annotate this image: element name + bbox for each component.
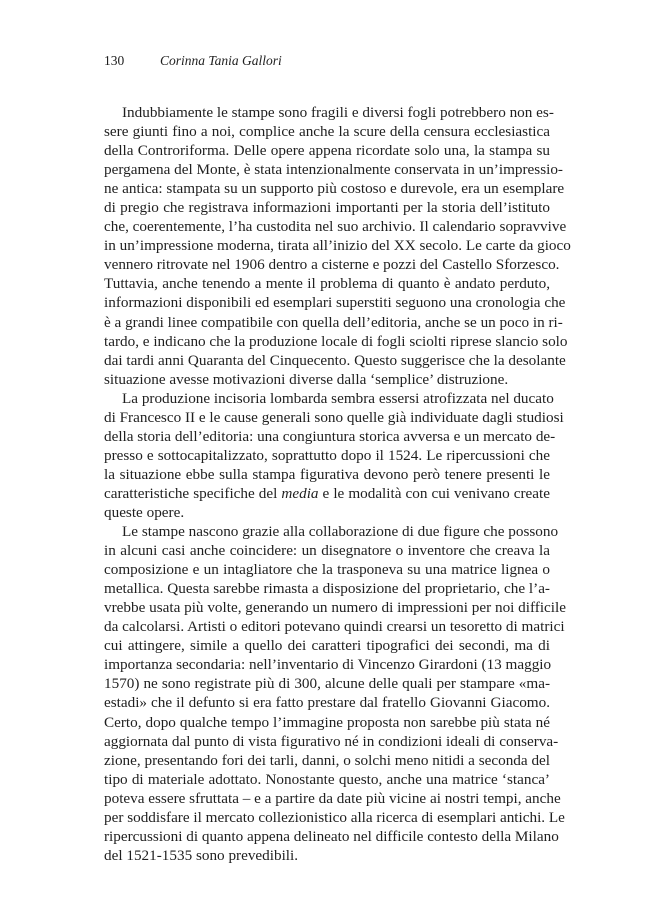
text-line: Indubbiamente le stampe sono fragili e diversi fogli potrebbero non es- [122, 104, 554, 121]
text-line: è a grandi linee compatibile con quella dell’editoria, anche se un poco in ri- [104, 313, 563, 331]
text-line: poteva essere sfruttata – e a partire da date più vicine ai nostri tempi, anche [104, 789, 561, 807]
text-line: Certo, dopo qualche tempo l’immagine proposta non sarebbe più stata né [104, 713, 550, 731]
text-line: del 1521-1535 sono prevedibili. [104, 846, 299, 864]
paragraph [104, 389, 564, 522]
paragraph [104, 103, 571, 389]
text-line: informazioni disponibili ed esemplari superstiti seguono una cronologia che [104, 294, 566, 312]
italic-term: media [281, 484, 319, 502]
text-line: ne antica: stampata su un supporto più costoso e durevole, era un esemplare [104, 180, 565, 198]
text-line: caratteristiche specifiche del media e le modalità con cui venivano create [104, 484, 550, 502]
text-line: sere giunti fino a noi, complice anche la scure della censura ecclesiastica [104, 123, 550, 141]
text-line: ripercussioni di quanto appena delineato nel difficile contesto della Milano [104, 827, 559, 845]
text-line: dai tardi anni Quaranta del Cinquecento. Questo suggerisce che la desolante [104, 351, 566, 369]
running-head-author: Corinna Tania Gallori [160, 53, 282, 68]
text-line: composizione e un intagliatore che la trasponeva su una matrice lignea o [104, 561, 550, 579]
text-line: importanza secondaria: nell’inventario di Vincenzo Girardoni (13 maggio [104, 656, 552, 674]
text-line: la situazione ebbe sulla stampa figurativa devono però tenere presenti le [104, 465, 550, 483]
text-line: Tuttavia, anche tenendo a mente il problema di quanto è andato perduto, [104, 275, 550, 293]
text-line: situazione avesse motivazioni diverse dalla ‘semplice’ distruzione. [104, 370, 509, 388]
text-line: vrebbe usata più volte, generando un numero di impressioni per noi difficile [104, 599, 566, 617]
text-line: queste opere. [104, 503, 185, 521]
text-line: vennero ritrovate nel 1906 dentro a cisterne e pozzi del Castello Sforzesco. [104, 256, 560, 274]
text-line: presso e sottocapitalizzato, soprattutto dopo il 1524. Le ripercussioni che [104, 446, 550, 464]
body-text [104, 103, 571, 865]
text-line: tardo, e indicano che la produzione locale di fogli sciolti riprese slancio solo [104, 332, 568, 350]
text-line: in un’impressione moderna, tirata all’inizio del XX secolo. Le carte da gioco [104, 237, 571, 255]
text-line: pergamena del Monte, è stata intenzionalmente conservata in un’impressio- [104, 161, 563, 179]
text-line: da calcolarsi. Artisti o editori potevano quindi crearsi un tesoretto di matrici [104, 618, 565, 636]
text-line: zione, presentando fori dei tarli, danni, o solchi meno nitidi a seconda del [104, 751, 550, 769]
text-line: aggiornata dal punto di vista figurativo né in condizioni ideali di conserva- [104, 732, 559, 750]
text-line: 1570) ne sono registrate più di 300, alcune delle quali per stampare «ma- [104, 675, 550, 693]
text-line: estadi» che il defunto si era fatto prestare dal fratello Giovanni Giacomo. [104, 694, 550, 712]
running-head [104, 53, 282, 69]
text-line: tipo di materiale adottato. Nonostante questo, anche una matrice ‘stanca’ [104, 770, 550, 788]
paragraph [104, 522, 566, 865]
text-line: Le stampe nascono grazie alla collaborazione di due figure che possono [122, 523, 559, 541]
text-line: cui attingere, simile a quello dei caratteri tipografici dei secondi, ma di [104, 637, 550, 655]
text-line: per soddisfare il mercato collezionistico alla ricerca di esemplari antichi. Le [104, 808, 565, 826]
text-line: metallica. Questa sarebbe rimasta a disposizione del proprietario, che l’a- [104, 580, 550, 598]
text-line: di pregio che registrava informazioni importanti per la storia dell’istituto [104, 199, 550, 217]
text-line: della Controriforma. Delle opere appena ricordate solo una, la stampa su [104, 142, 550, 160]
text-line: La produzione incisoria lombarda sembra essersi atrofizzata nel ducato [122, 389, 554, 407]
page-number: 130 [104, 53, 125, 68]
text-line: che, coerentemente, l’ha custodita nel suo archivio. Il calendario sopravvive [104, 218, 567, 236]
text-line: della storia dell’editoria: una congiuntura storica avversa e un mercato de- [104, 427, 556, 445]
text-line: in alcuni casi anche coincidere: un disegnatore o inventore che creava la [104, 542, 550, 560]
text-line: di Francesco II e le cause generali sono quelle già individuate dagli studiosi [104, 408, 564, 426]
